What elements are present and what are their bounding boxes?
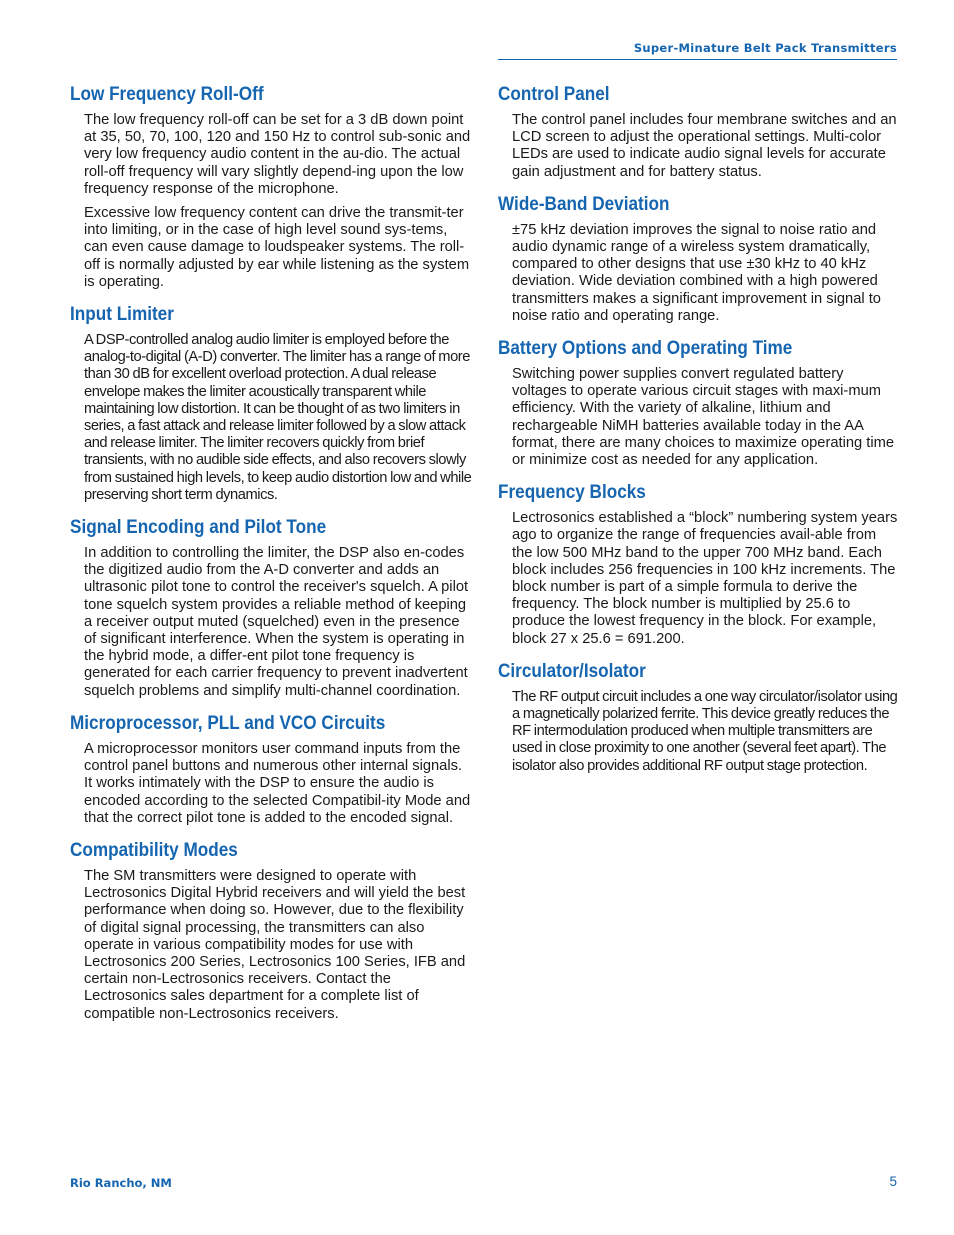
section-microprocessor: [70, 711, 474, 827]
right-column: [498, 82, 898, 782]
section-heading: Control Panel: [498, 83, 610, 105]
section-paragraph: Switching power supplies convert regulated battery voltages to operate various circuit stages with maxi-mum efficiency. With the variety of alkaline, lithium and rechargeable NiMH batteries available today in the AA format, there are many choices to maximize operating time or minimize cost as needed for any application.: [512, 366, 895, 469]
left-column: [70, 82, 474, 1030]
section-paragraph: ±75 kHz deviation improves the signal to noise ratio and audio dynamic range of a wireless system dramatically, compared to other designs that use ±30 kHz to 40 kHz deviation. Wide deviation combined with a high powered transmitters makes a significant improvement in signal to noise ratio and operating range.: [512, 221, 881, 324]
section-frequency-blocks: [498, 480, 898, 648]
section-heading: Microprocessor, PLL and VCO Circuits: [70, 711, 386, 734]
section-paragraph: A microprocessor monitors user command inputs from the control panel buttons and numerous other internal signals. It works intimately with the DSP to ensure the audio is encoded according to the selected Compatibil-ity Mode and that the correct pilot tone is added to the encoded signal.: [84, 740, 471, 826]
section-heading: Compatibility Modes: [70, 838, 238, 861]
section-wide-band-deviation: [498, 192, 898, 325]
section-heading: Battery Options and Operating Time: [498, 337, 793, 360]
section-paragraph: In addition to controlling the limiter, the DSP also en-codes the digitized audio from the A-D converter and adds an ultrasonic pilot tone to control the receiver's squelch. A pilot tone squelch system provides a reliable method of keeping a receiver output muted (squelched) even in the presence of significant interference. When the system is operating in the hybrid mode, a differ-ent pilot tone frequency is generated for each carrier frequency to prevent inadvertent squelch problems and simplify multi-channel coordination.: [84, 545, 469, 699]
header-rule: [498, 59, 897, 60]
section-paragraph: Excessive low frequency content can drive the transmit-ter into limiting, or in the case of high level sound sys-tems, can even cause damage to loudspeaker systems. The roll-off is normally adjusted by ear while listening as the system is operating.: [84, 205, 470, 290]
section-heading: Signal Encoding and Pilot Tone: [70, 516, 327, 539]
footer-location: Rio Rancho, NM: [70, 1176, 172, 1190]
section-paragraph: Lectrosonics established a “block” numbering system years ago to organize the range of frequencies avail-able from the low 500 MHz band to the upper 700 MHz band. Each block includes 256 frequencies in 100 kHz increments. The block number is part of a simple formula to derive the frequency. The block number is multiplied by 25.6 to produce the lowest frequency in the block. For example, block 27 x 25.6 = 691.200.: [512, 510, 898, 647]
section-heading: Circulator/Isolator: [498, 659, 646, 682]
section-control-panel: [498, 82, 898, 181]
section-battery-options: [498, 336, 898, 469]
section-paragraph: The low frequency roll-off can be set for a 3 dB down point at 35, 50, 70, 100, 120 and 150 Hz to control sub-sonic and very low frequency audio content in the au-dio. The actual roll-off frequency will vary slightly depend-ing upon the low frequency response of the microphone.: [84, 112, 471, 197]
section-heading: Low Frequency Roll-Off: [70, 83, 264, 105]
running-header: Super-Minature Belt Pack Transmitters: [633, 41, 897, 55]
section-paragraph: The RF output circuit includes a one way circulator/isolator using a magnetically polarized ferrite. This device greatly reduces the RF intermodulation produced when multiple transmitters are used in close proximity to one another (several feet apart). The isolator also provides additional RF output stage protection.: [512, 688, 898, 774]
section-signal-encoding: [70, 515, 474, 700]
section-paragraph: The control panel includes four membrane switches and an LCD screen to adjust the operational settings. Multi-color LEDs are used to indicate audio signal levels for accurate gain adjustment and for battery status.: [512, 112, 897, 180]
section-low-frequency-roll-off: [70, 82, 474, 291]
section-circulator-isolator: [498, 659, 898, 775]
section-compatibility-modes: [70, 838, 474, 1023]
page-number: 5: [889, 1174, 897, 1189]
section-input-limiter: [70, 302, 474, 504]
section-paragraph: A DSP-controlled analog audio limiter is employed before the analog-to-digital (A-D) converter. The limiter has a range of more than 30 dB for excellent overload protection. A dual release envelope makes the limiter acoustically transparent while maintaining low distortion. It can be thought of as two limiters in series, a fast attack and release limiter followed by a slow attack and release limiter. The limiter recovers quickly from brief transients, with no audible side effects, and also recovers slowly from sustained high levels, to keep audio distortion low and while preserving short term dynamics.: [84, 332, 472, 503]
section-heading: Wide-Band Deviation: [498, 192, 670, 215]
section-paragraph: The SM transmitters were designed to operate with Lectrosonics Digital Hybrid receivers and will yield the best performance when doing so. However, due to the flexibility of digital signal processing, the transmitters can also operate in various compatibility modes for use with Lectrosonics 200 Series, Lectrosonics 100 Series, IFB and certain non-Lectrosonics receivers. Contact the Lectrosonics sales department for a complete list of compatible non-Lectrosonics receivers.: [84, 867, 466, 1022]
section-heading: Input Limiter: [70, 303, 174, 326]
section-heading: Frequency Blocks: [498, 481, 646, 504]
